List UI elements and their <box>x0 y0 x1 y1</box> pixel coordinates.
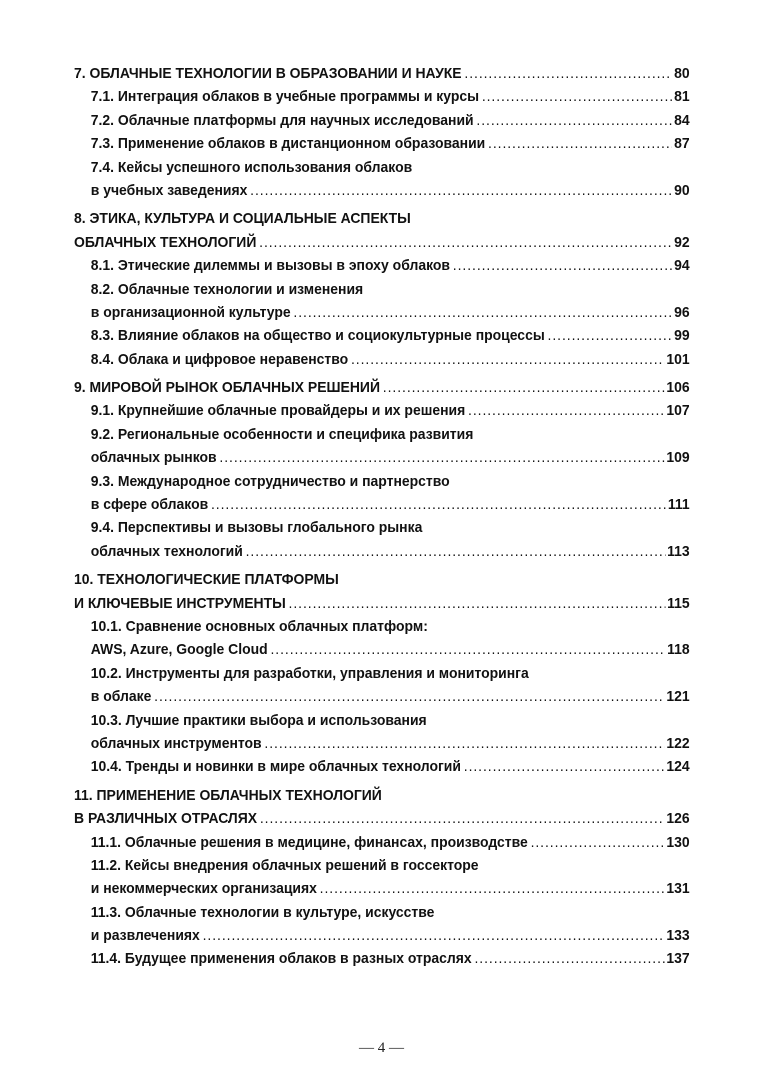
toc-subsection-line <box>74 399 690 422</box>
toc-subsection-title: 9.2. Региональные особенности и специфика развития <box>90 425 474 443</box>
toc-subsection-line <box>74 877 690 900</box>
dot-leader <box>531 831 665 854</box>
toc-page-number: 90 <box>674 181 690 199</box>
toc-subsection-line <box>74 109 690 132</box>
toc-subsection-title: 11.4. Будущее применения облаков в разных отраслях <box>90 950 472 968</box>
toc-subsection-line <box>74 324 690 347</box>
toc-subsection-line <box>74 493 690 516</box>
toc-subsection-title: 8.3. Влияние облаков на общество и социокультурные процессы <box>90 327 545 345</box>
toc-subsection-line <box>74 348 690 371</box>
toc-chapter-title: 10. ТЕХНОЛОГИЧЕСКИЕ ПЛАТФОРМЫ <box>74 571 339 589</box>
toc-page-number: 115 <box>667 594 690 612</box>
toc-chapter-line <box>74 231 690 254</box>
toc-subsection-line <box>74 278 690 301</box>
toc-subsection-line <box>74 423 690 446</box>
toc-chapter-title: В РАЗЛИЧНЫХ ОТРАСЛЯХ <box>74 810 258 828</box>
toc-chapter-title: 7. ОБЛАЧНЫЕ ТЕХНОЛОГИИ В ОБРАЗОВАНИИ И НАУКЕ <box>74 65 462 82</box>
toc-page-number: 121 <box>666 688 690 706</box>
toc-subsection-title: в учебных заведениях <box>90 181 248 199</box>
toc-subsection-line <box>74 301 690 324</box>
toc-subsection-title: 11.3. Облачные технологии в культуре, искусстве <box>90 903 435 921</box>
toc-page-number: 87 <box>674 135 690 153</box>
toc-subsection-title: в облаке <box>90 688 152 706</box>
dot-leader <box>453 254 672 277</box>
toc-subsection-title: 9.1. Крупнейшие облачные провайдеры и их решения <box>90 402 466 420</box>
dot-leader <box>474 947 664 970</box>
toc-subsection-title: и некоммерческих организациях <box>90 880 317 898</box>
toc-subsection-line <box>74 179 690 202</box>
toc-page-number: 80 <box>674 65 690 82</box>
toc-subsection-line <box>74 615 690 638</box>
toc-page-number: 122 <box>666 734 690 752</box>
dot-leader <box>488 132 672 155</box>
toc-page-number: 92 <box>674 233 690 251</box>
toc-subsection-line <box>74 156 690 179</box>
toc-chapter-title: И КЛЮЧЕВЫЕ ИНСТРУМЕНТЫ <box>74 594 286 612</box>
toc-subsection-title: в организационной культуре <box>90 303 291 321</box>
toc-subsection-line <box>74 924 690 947</box>
toc-chapter-title: 8. ЭТИКА, КУЛЬТУРА И СОЦИАЛЬНЫЕ АСПЕКТЫ <box>74 210 411 228</box>
dot-leader <box>468 399 664 422</box>
toc-subsection-line <box>74 901 690 924</box>
dot-leader <box>383 376 665 399</box>
toc-page-number: 124 <box>666 758 690 776</box>
toc-subsection-line <box>74 638 690 661</box>
dot-leader <box>548 324 673 347</box>
dot-leader <box>259 231 672 254</box>
toc-chapter <box>74 568 690 779</box>
toc-subsection-title: 9.3. Международное сотрудничество и партнерство <box>90 472 450 490</box>
toc-chapter-line <box>74 807 690 830</box>
dot-leader <box>270 638 665 661</box>
toc-subsection-title: AWS, Azure, Google Cloud <box>90 641 268 659</box>
toc-chapter-line <box>74 568 690 591</box>
toc-chapter <box>74 784 690 971</box>
toc-subsection-line <box>74 540 690 563</box>
toc-chapter-title: 11. ПРИМЕНЕНИЕ ОБЛАЧНЫХ ТЕХНОЛОГИЙ <box>74 786 382 804</box>
dot-leader <box>482 85 672 108</box>
toc-subsection-title: и развлечениях <box>90 927 200 945</box>
toc-page-number: 133 <box>666 927 690 945</box>
dot-leader <box>246 540 666 563</box>
dot-leader <box>351 348 665 371</box>
toc-subsection-line <box>74 446 690 469</box>
toc-subsection-title: в сфере облаков <box>90 496 209 514</box>
toc-chapter-line <box>74 207 690 230</box>
toc-subsection-line <box>74 732 690 755</box>
toc-subsection-line <box>74 709 690 732</box>
toc-subsection-line <box>74 947 690 970</box>
toc-subsection-title: облачных инструментов <box>90 734 262 752</box>
dot-leader <box>464 62 672 85</box>
toc-page-number: 118 <box>667 641 690 659</box>
toc-chapter-title: 9. МИРОВОЙ РЫНОК ОБЛАЧНЫХ РЕШЕНИЙ <box>74 379 380 397</box>
toc-page-number: 94 <box>674 257 690 275</box>
dot-leader <box>320 877 665 900</box>
toc-subsection-line <box>74 254 690 277</box>
toc-subsection-title: облачных рынков <box>90 449 217 467</box>
toc-subsection-title: 9.4. Перспективы и вызовы глобального рынка <box>90 519 423 537</box>
page-number: — 4 — <box>359 1040 404 1056</box>
toc-chapter <box>74 376 690 563</box>
toc-subsection-title: 7.3. Применение облаков в дистанционном образовании <box>90 135 486 153</box>
toc-page-number: 131 <box>666 880 690 898</box>
toc-subsection-line <box>74 685 690 708</box>
toc-subsection-title: 10.3. Лучшие практики выбора и использования <box>90 711 427 729</box>
toc-subsection-title: 11.2. Кейсы внедрения облачных решений в госсекторе <box>90 856 479 874</box>
toc-page-number: 101 <box>666 350 690 368</box>
toc-subsection-title: 10.2. Инструменты для разработки, управления и мониторинга <box>90 664 529 682</box>
dot-leader <box>250 179 672 202</box>
table-of-contents <box>74 62 690 976</box>
toc-page-number: 84 <box>674 111 690 129</box>
toc-subsection-title: 7.1. Интеграция облаков в учебные программы и курсы <box>90 88 480 106</box>
toc-chapter <box>74 62 690 202</box>
dot-leader <box>293 301 672 324</box>
toc-subsection-title: 7.4. Кейсы успешного использования облаков <box>90 158 413 176</box>
toc-page-number: 111 <box>667 496 690 514</box>
dot-leader <box>289 592 666 615</box>
toc-subsection-line <box>74 132 690 155</box>
toc-page-number: 106 <box>666 379 690 397</box>
dot-leader <box>211 493 666 516</box>
toc-chapter-line <box>74 376 690 399</box>
toc-subsection-line <box>74 85 690 108</box>
toc-page-number: 126 <box>666 810 690 828</box>
toc-subsection-title: 10.4. Тренды и новинки в мире облачных технологий <box>90 758 461 776</box>
dot-leader <box>219 446 664 469</box>
toc-chapter-title: ОБЛАЧНЫХ ТЕХНОЛОГИЙ <box>74 233 257 251</box>
dot-leader <box>476 109 672 132</box>
dot-leader <box>154 685 664 708</box>
dot-leader <box>203 924 665 947</box>
toc-page-number: 96 <box>674 303 690 321</box>
toc-subsection-title: 8.2. Облачные технологии и изменения <box>90 280 364 298</box>
toc-page-number: 81 <box>674 88 690 106</box>
toc-subsection-line <box>74 516 690 539</box>
toc-subsection-line <box>74 831 690 854</box>
toc-chapter-line <box>74 62 690 85</box>
dot-leader <box>264 732 664 755</box>
toc-page-number: 109 <box>666 449 690 467</box>
toc-page-number: 130 <box>666 833 690 851</box>
toc-chapter <box>74 207 690 371</box>
toc-subsection-line <box>74 470 690 493</box>
toc-page-number: 99 <box>674 327 690 345</box>
toc-subsection-title: 8.1. Этические дилеммы и вызовы в эпоху облаков <box>90 257 450 275</box>
toc-subsection-title: 10.1. Сравнение основных облачных платформ: <box>90 617 428 635</box>
toc-subsection-title: 8.4. Облака и цифровое неравенство <box>90 350 349 368</box>
toc-subsection-title: 11.1. Облачные решения в медицине, финансах, производстве <box>90 833 528 851</box>
dot-leader <box>260 807 665 830</box>
toc-chapter-line <box>74 592 690 615</box>
toc-subsection-line <box>74 854 690 877</box>
toc-subsection-line <box>74 755 690 778</box>
dot-leader <box>464 755 665 778</box>
toc-subsection-title: 7.2. Облачные платформы для научных исследований <box>90 111 474 129</box>
toc-subsection-line <box>74 662 690 685</box>
toc-chapter-line <box>74 784 690 807</box>
toc-page-number: 107 <box>666 402 690 420</box>
toc-page-number: 113 <box>667 542 690 560</box>
toc-subsection-title: облачных технологий <box>90 542 243 560</box>
toc-page-number: 137 <box>666 950 690 968</box>
